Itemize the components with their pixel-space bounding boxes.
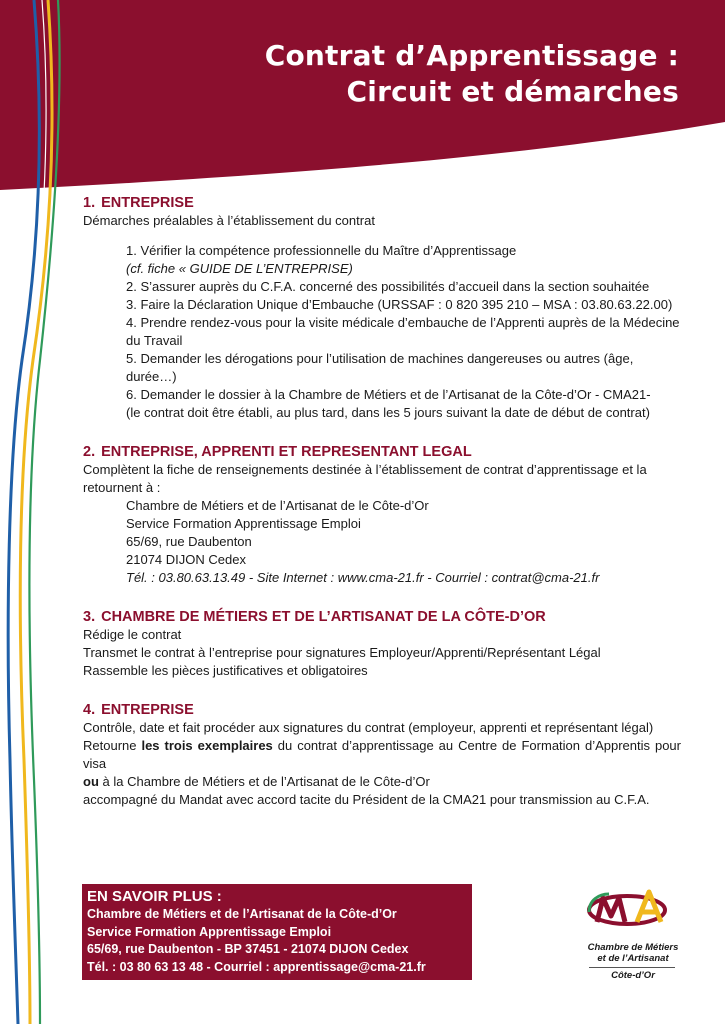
logo-divider	[589, 967, 675, 968]
list-item: (le contrat doit être établi, au plus tard, dans les 5 jours suivant la date de début de contrat)	[126, 405, 650, 420]
section-4-line: Contrôle, date et fait procéder aux signatures du contrat (employeur, apprenti et représentant légal)	[83, 720, 654, 735]
list-item: 6. Demander le dossier à la Chambre de Métiers et de l’Artisanat de la Côte-d’Or - CMA21-	[126, 387, 651, 402]
info-box	[82, 884, 472, 980]
section-2-heading: 2. ENTREPRISE, APPRENTI ET REPRESENTANT LEGAL	[83, 444, 472, 460]
section-4-line: ou à la Chambre de Métiers et de l’Artisanat de le Côte-d’Or	[83, 774, 430, 789]
page-title	[265, 38, 679, 110]
section-4-line: Retourne les trois exemplaires du contrat d’apprentissage au Centre de Formation d’Apprentis pour visa	[83, 738, 681, 771]
info-box-heading: EN SAVOIR PLUS :	[87, 888, 222, 905]
list-item: 4. Prendre rendez-vous pour la visite médicale d’embauche de l’Apprenti auprès de la Médecine du Travail	[126, 315, 680, 348]
section-1-steps	[83, 242, 681, 422]
list-item: 1. Vérifier la compétence professionnelle du Maître d’Apprentissage	[126, 243, 517, 258]
section-4-heading: 4. ENTREPRISE	[83, 702, 194, 718]
title-line-2: Circuit et démarches	[346, 75, 679, 108]
section-2-address	[83, 497, 681, 587]
address-line: 65/69, rue Daubenton	[126, 534, 252, 549]
list-item: 5. Demander les dérogations pour l’utilisation de machines dangereuses ou autres (âge, durée…)	[126, 351, 634, 384]
contact-line: Tél. : 03.80.63.13.49 - Site Internet : www.cma-21.fr - Courriel : contrat@cma-21.fr	[126, 570, 600, 585]
section-1-heading: 1. ENTREPRISE	[83, 195, 194, 211]
section-3-line: Rassemble les pièces justificatives et obligatoires	[83, 663, 368, 678]
info-box-line: Tél. : 03 80 63 13 48 - Courriel : apprentissage@cma-21.fr	[87, 959, 426, 974]
address-line: Chambre de Métiers et de l’Artisanat de le Côte-d’Or	[126, 498, 429, 513]
logo-caption: Chambre de Métiers et de l’Artisanat	[587, 942, 679, 964]
info-box-line: 65/69, rue Daubenton - BP 37451 - 21074 DIJON Cedex	[87, 942, 409, 956]
title-line-1: Contrat d’Apprentissage :	[264, 39, 679, 72]
info-box-line: Chambre de Métiers et de l’Artisanat de la Côte-d’Or	[87, 907, 397, 921]
list-item: 2. S’assurer auprès du C.F.A. concerné des possibilités d’accueil dans la section souhaitée	[126, 279, 650, 294]
section-3-line: Transmet le contrat à l’entreprise pour signatures Employeur/Apprenti/Représentant Légal	[83, 645, 601, 660]
section-3-heading: 3. CHAMBRE DE MÉTIERS ET DE L’ARTISANAT DE LA CÔTE-D’OR	[83, 609, 546, 625]
logo-subcaption: Côte-d’Or	[611, 970, 655, 981]
decorative-stripes	[0, 0, 80, 1024]
section-4-line: accompagné du Mandat avec accord tacite du Président de la CMA21 pour transmission au C.F.A.	[83, 792, 650, 807]
list-item: 3. Faire la Déclaration Unique d’Embauche (URSSAF : 0 820 395 210 – MSA : 03.80.63.22.00)	[126, 297, 673, 312]
section-1-intro: Démarches préalables à l’établissement du contrat	[83, 213, 375, 228]
section-3-line: Rédige le contrat	[83, 627, 182, 642]
list-item: (cf. fiche « GUIDE DE L’ENTREPRISE)	[126, 261, 353, 276]
info-box-line: Service Formation Apprentissage Emploi	[87, 924, 332, 939]
main-content	[83, 194, 681, 809]
section-2-intro: Complètent la fiche de renseignements destinée à l’établissement de contrat d’apprentissage et la retournent à :	[83, 462, 647, 495]
address-line: Service Formation Apprentissage Emploi	[126, 516, 361, 531]
address-line: 21074 DIJON Cedex	[126, 552, 246, 567]
